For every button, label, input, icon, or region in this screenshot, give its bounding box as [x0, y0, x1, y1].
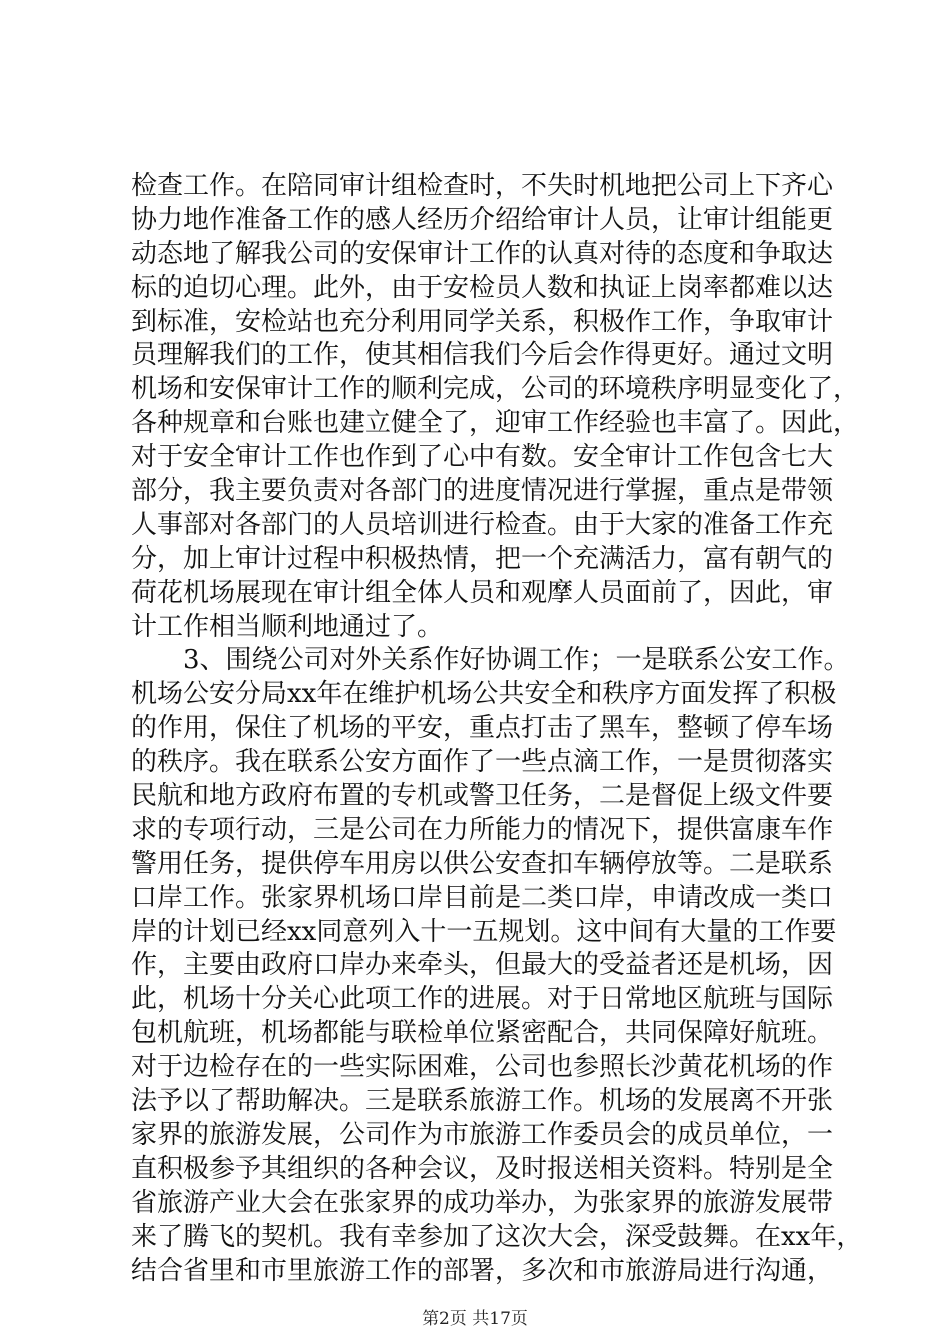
paragraph-2-line: 3、围绕公司对外关系作好协调工作；一是联系公安工作。: [183, 645, 850, 676]
paragraph-2-line: 民航和地方政府布置的专机或警卫任务，二是督促上级文件要: [131, 781, 834, 812]
paragraph-2-line: 的秩序。我在联系公安方面作了一些点滴工作，一是贯彻落实: [131, 747, 834, 778]
paragraph-1-line: 各种规章和台账也建立健全了，迎审工作经验也丰富了。因此，: [131, 408, 860, 439]
paragraph-1-line: 到标准，安检站也充分利用同学关系，积极作工作，争取审计: [131, 306, 834, 337]
paragraph-1-line: 分，加上审计过程中积极热情，把一个充满活力，富有朝气的: [131, 543, 834, 574]
paragraph-1-line: 动态地了解我公司的安保审计工作的认真对待的态度和争取达: [131, 238, 834, 269]
paragraph-1-line: 计工作相当顺利地通过了。: [131, 611, 444, 642]
paragraph-1-line: 员理解我们的工作，使其相信我们今后会作得更好。通过文明: [131, 340, 834, 371]
paragraph-2-line: 机场公安分局xx年在维护机场公共安全和秩序方面发挥了积极: [131, 679, 837, 710]
paragraph-2-line: 省旅游产业大会在张家界的成功举办，为张家界的旅游发展带: [131, 1187, 834, 1218]
paragraph-2-line: 来了腾飞的契机。我有幸参加了这次大会，深受鼓舞。在xx年，: [131, 1221, 863, 1252]
paragraph-1-line: 对于安全审计工作也作到了心中有数。安全审计工作包含七大: [131, 442, 834, 473]
paragraph-2-line: 对于边检存在的一些实际困难，公司也参照长沙黄花机场的作: [131, 1052, 834, 1083]
page-number-footer: 第2页 共17页: [422, 1309, 528, 1329]
paragraph-1-line: 部分，我主要负责对各部门的进度情况进行掌握，重点是带领: [131, 476, 834, 507]
paragraph-1-line: 标的迫切心理。此外，由于安检员人数和执证上岗率都难以达: [131, 272, 834, 303]
paragraph-2-line: 此，机场十分关心此项工作的进展。对于日常地区航班与国际: [131, 984, 834, 1015]
paragraph-2-line: 法予以了帮助解决。三是联系旅游工作。机场的发展离不开张: [131, 1086, 834, 1117]
paragraph-2-line: 直积极参予其组织的各种会议，及时报送相关资料。特别是全: [131, 1153, 834, 1184]
paragraph-2-line: 的作用，保住了机场的平安，重点打击了黑车，整顿了停车场: [131, 713, 834, 744]
paragraph-2-line: 包机航班，机场都能与联检单位紧密配合，共同保障好航班。: [131, 1018, 834, 1049]
paragraph-2-line: 岸的计划已经xx同意列入十一五规划。这中间有大量的工作要: [131, 916, 837, 947]
paragraph-2-line: 求的专项行动，三是公司在力所能力的情况下，提供富康车作: [131, 814, 834, 845]
paragraph-1-line: 机场和安保审计工作的顺利完成，公司的环境秩序明显变化了，: [131, 374, 860, 405]
paragraph-1-line: 人事部对各部门的人员培训进行检查。由于大家的准备工作充: [131, 509, 834, 540]
paragraph-1-line: 检查工作。在陪同审计组检查时，不失时机地把公司上下齐心: [131, 171, 834, 201]
paragraph-1-line: 协力地作准备工作的感人经历介绍给审计人员，让审计组能更: [131, 204, 834, 235]
paragraph-2-line: 作，主要由政府口岸办来牵头，但最大的受益者还是机场，因: [131, 950, 834, 981]
paragraph-2-line: 家界的旅游发展，公司作为市旅游工作委员会的成员单位，一: [131, 1119, 834, 1150]
paragraph-2-line: 口岸工作。张家界机场口岸目前是二类口岸，申请改成一类口: [131, 882, 834, 913]
paragraph-1-line: 荷花机场展现在审计组全体人员和观摩人员面前了，因此，审: [131, 577, 834, 608]
paragraph-2-line: 结合省里和市里旅游工作的部署，多次和市旅游局进行沟通，: [131, 1255, 834, 1286]
paragraph-2-line: 警用任务，提供停车用房以供公安查扣车辆停放等。二是联系: [131, 848, 834, 879]
document-body: [131, 170, 863, 1288]
